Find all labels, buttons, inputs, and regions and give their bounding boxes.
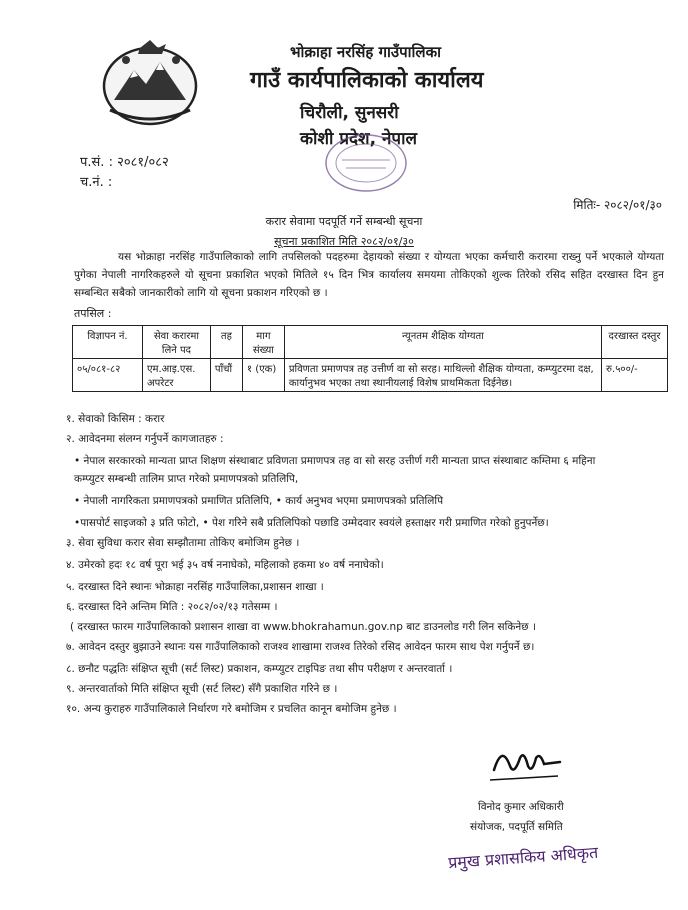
list-item: १. सेवाको किसिम : करार [66,413,165,425]
intro-paragraph: यस भोक्राहा नरसिंह गाउँपालिकाको लागि तपसिलको पदहरुमा देहायको संख्या र योग्यता भएका कर्मचारी करारमा राख्नु पर्ने भएकाले योग्यता पुगेका नेपाली नागरिकहरुले यो सूचना प्रकाशित भएको मितिले १५ दिन भित्र कार्यालय समयमा तोकिएको शुल्क तिरेको रसिद सहित दरखास्त दिन हुन सम्बन्धित सबैको जानकारीको लागि यो सूचना प्रकाशन गरिएको छ । [74,251,664,299]
list-item: २. आवेदनमा संलग्न गर्नुपर्ने कागजातहरु : [66,433,224,445]
list-item: • नेपाल सरकारको मान्यता प्राप्त शिक्षण संस्थाबाट प्रविणता प्रमाणपत्र तह वा सो सरह उत्तीर्ण गरी मान्यता प्राप्त संस्थाबाट कम्तिमा ६ महिना [74,455,596,467]
signatory-name: विनोद कुमार अधिकारी [478,801,564,813]
notice-title: करार सेवामा पदपूर्ति गर्ने सम्बन्धी सूचना [265,215,423,228]
signatory-role: संयोजक, पदपूर्ति समिति [470,821,563,833]
office-title: गाउँ कार्यपालिकाको कार्यालय [250,68,484,93]
list-item: •पासपोर्ट साइजको ३ प्रति फोटो, • पेश गरिने सबै प्रतिलिपिको पछाडि उम्मेदवार स्वयंले हस्ताक्षर गरी प्रमाणित गरेको हुनुपर्नेछ। [74,517,549,529]
vacancy-table [72,325,668,392]
table-header-cell: विज्ञापन नं. [73,326,143,359]
table-header-cell: माग संख्या [242,326,284,359]
address-line-1: चिरौली, सुनसरी [300,103,399,123]
list-item: ७. आवेदन दस्तुर बुझाउने स्थानः यस गाउँपालिकाको राजश्व शाखामा राजश्व तिरेको रसिद आवेदन फारम साथ पेश गर्नुपर्ने छ। [66,641,535,653]
details-label: तपसिल : [74,307,112,320]
table-cell: एम.आइ.एस. अपरेटर [142,359,210,392]
round-seal-stamp [318,130,414,196]
table-cell: प्रविणता प्रमाणपत्र तह उत्तीर्ण वा सो सरह। माथिल्लो शैक्षिक योग्यता, कम्प्युटरमा दक्ष, कार्यानुभव भएका तथा स्थानीयलाई विशेष प्राथमिकता दिईनेछ। [284,359,601,392]
table-header-cell: न्यूनतम शैक्षिक योग्यता [284,326,601,359]
table-cell: ०५/०८१-८२ [73,359,143,392]
list-item: • नेपाली नागरिकता प्रमाणपत्रको प्रमाणित प्रतिलिपि, • कार्य अनुभव भएमा प्रमाणपत्रको प्रतिलिपि [74,495,444,507]
dispatch-number: च.नं. : [80,175,113,190]
table-header-row [73,326,668,359]
table-header-cell: तह [210,326,242,359]
list-item: १०. अन्य कुराहरु गाउँपालिकाले निर्धारण गरे बमोजिम र प्रचलित कानून बमोजिम हुनेछ । [66,703,397,715]
table-row [73,359,668,392]
address-line-2: कोशी प्रदेश, नेपाल [300,129,417,149]
officer-stamp-text: प्रमुख प्रशासकिय अधिकृत [447,842,599,873]
list-item: ८. छनौट पद्धतिः संक्षिप्त सूची (सर्ट लिस्ट) प्रकाशन, कम्प्युटर टाइपिङ तथा सीप परीक्षण र अन्तरवार्ता । [66,663,453,675]
list-item: ३. सेवा सुविधा करार सेवा सम्झौतामा तोकिए बमोजिम हुनेछ । [66,537,300,549]
nepal-emblem-icon [100,40,200,128]
list-item: ६. दरखास्त दिने अन्तिम मिति : २०८२/०२/१३ गतेसम्म । [66,601,278,613]
table-cell: १ (एक) [242,359,284,392]
reference-number: प.सं. : २०८१/०८२ [80,155,169,170]
notice-date: मितिः- २०८२/०१/३० [573,198,662,212]
list-item: ५. दरखास्त दिने स्थानः भोक्राहा नरसिंह गाउँपालिका,प्रशासन शाखा । [66,581,324,593]
table-cell: पाँचौं [210,359,242,392]
notice-published-date: सूचना प्रकाशित मिति २०८२/०१/३० [274,235,414,248]
list-item: ९. अन्तरवार्ताको मिति संक्षिप्त सूची (सर्ट लिस्ट) सँगै प्रकाशित गरिने छ । [66,683,338,695]
table-header-cell: दरखास्त दस्तुर [602,326,668,359]
list-item: कम्प्युटर सम्बन्धी तालिम प्राप्त गरेको प्रमाणपत्रको प्रतिलिपि, [74,473,299,485]
list-item: ४. उमेरको हदः १८ वर्ष पूरा भई ३५ वर्ष ननाघेको, महिलाको हकमा ४० वर्ष ननाघेको। [66,559,384,571]
office-name: भोक्राहा नरसिंह गाउँपालिका [290,43,441,61]
handwritten-signature [488,740,568,784]
table-header-cell: सेवा करारमा लिने पद [142,326,210,359]
table-cell: रु.५००/- [602,359,668,392]
list-item: ( दरखास्त फारम गाउँपालिकाको प्रशासन शाखा वा www.bhokrahamun.gov.np बाट डाउनलोड गरी लिन सकिनेछ । [70,621,536,633]
